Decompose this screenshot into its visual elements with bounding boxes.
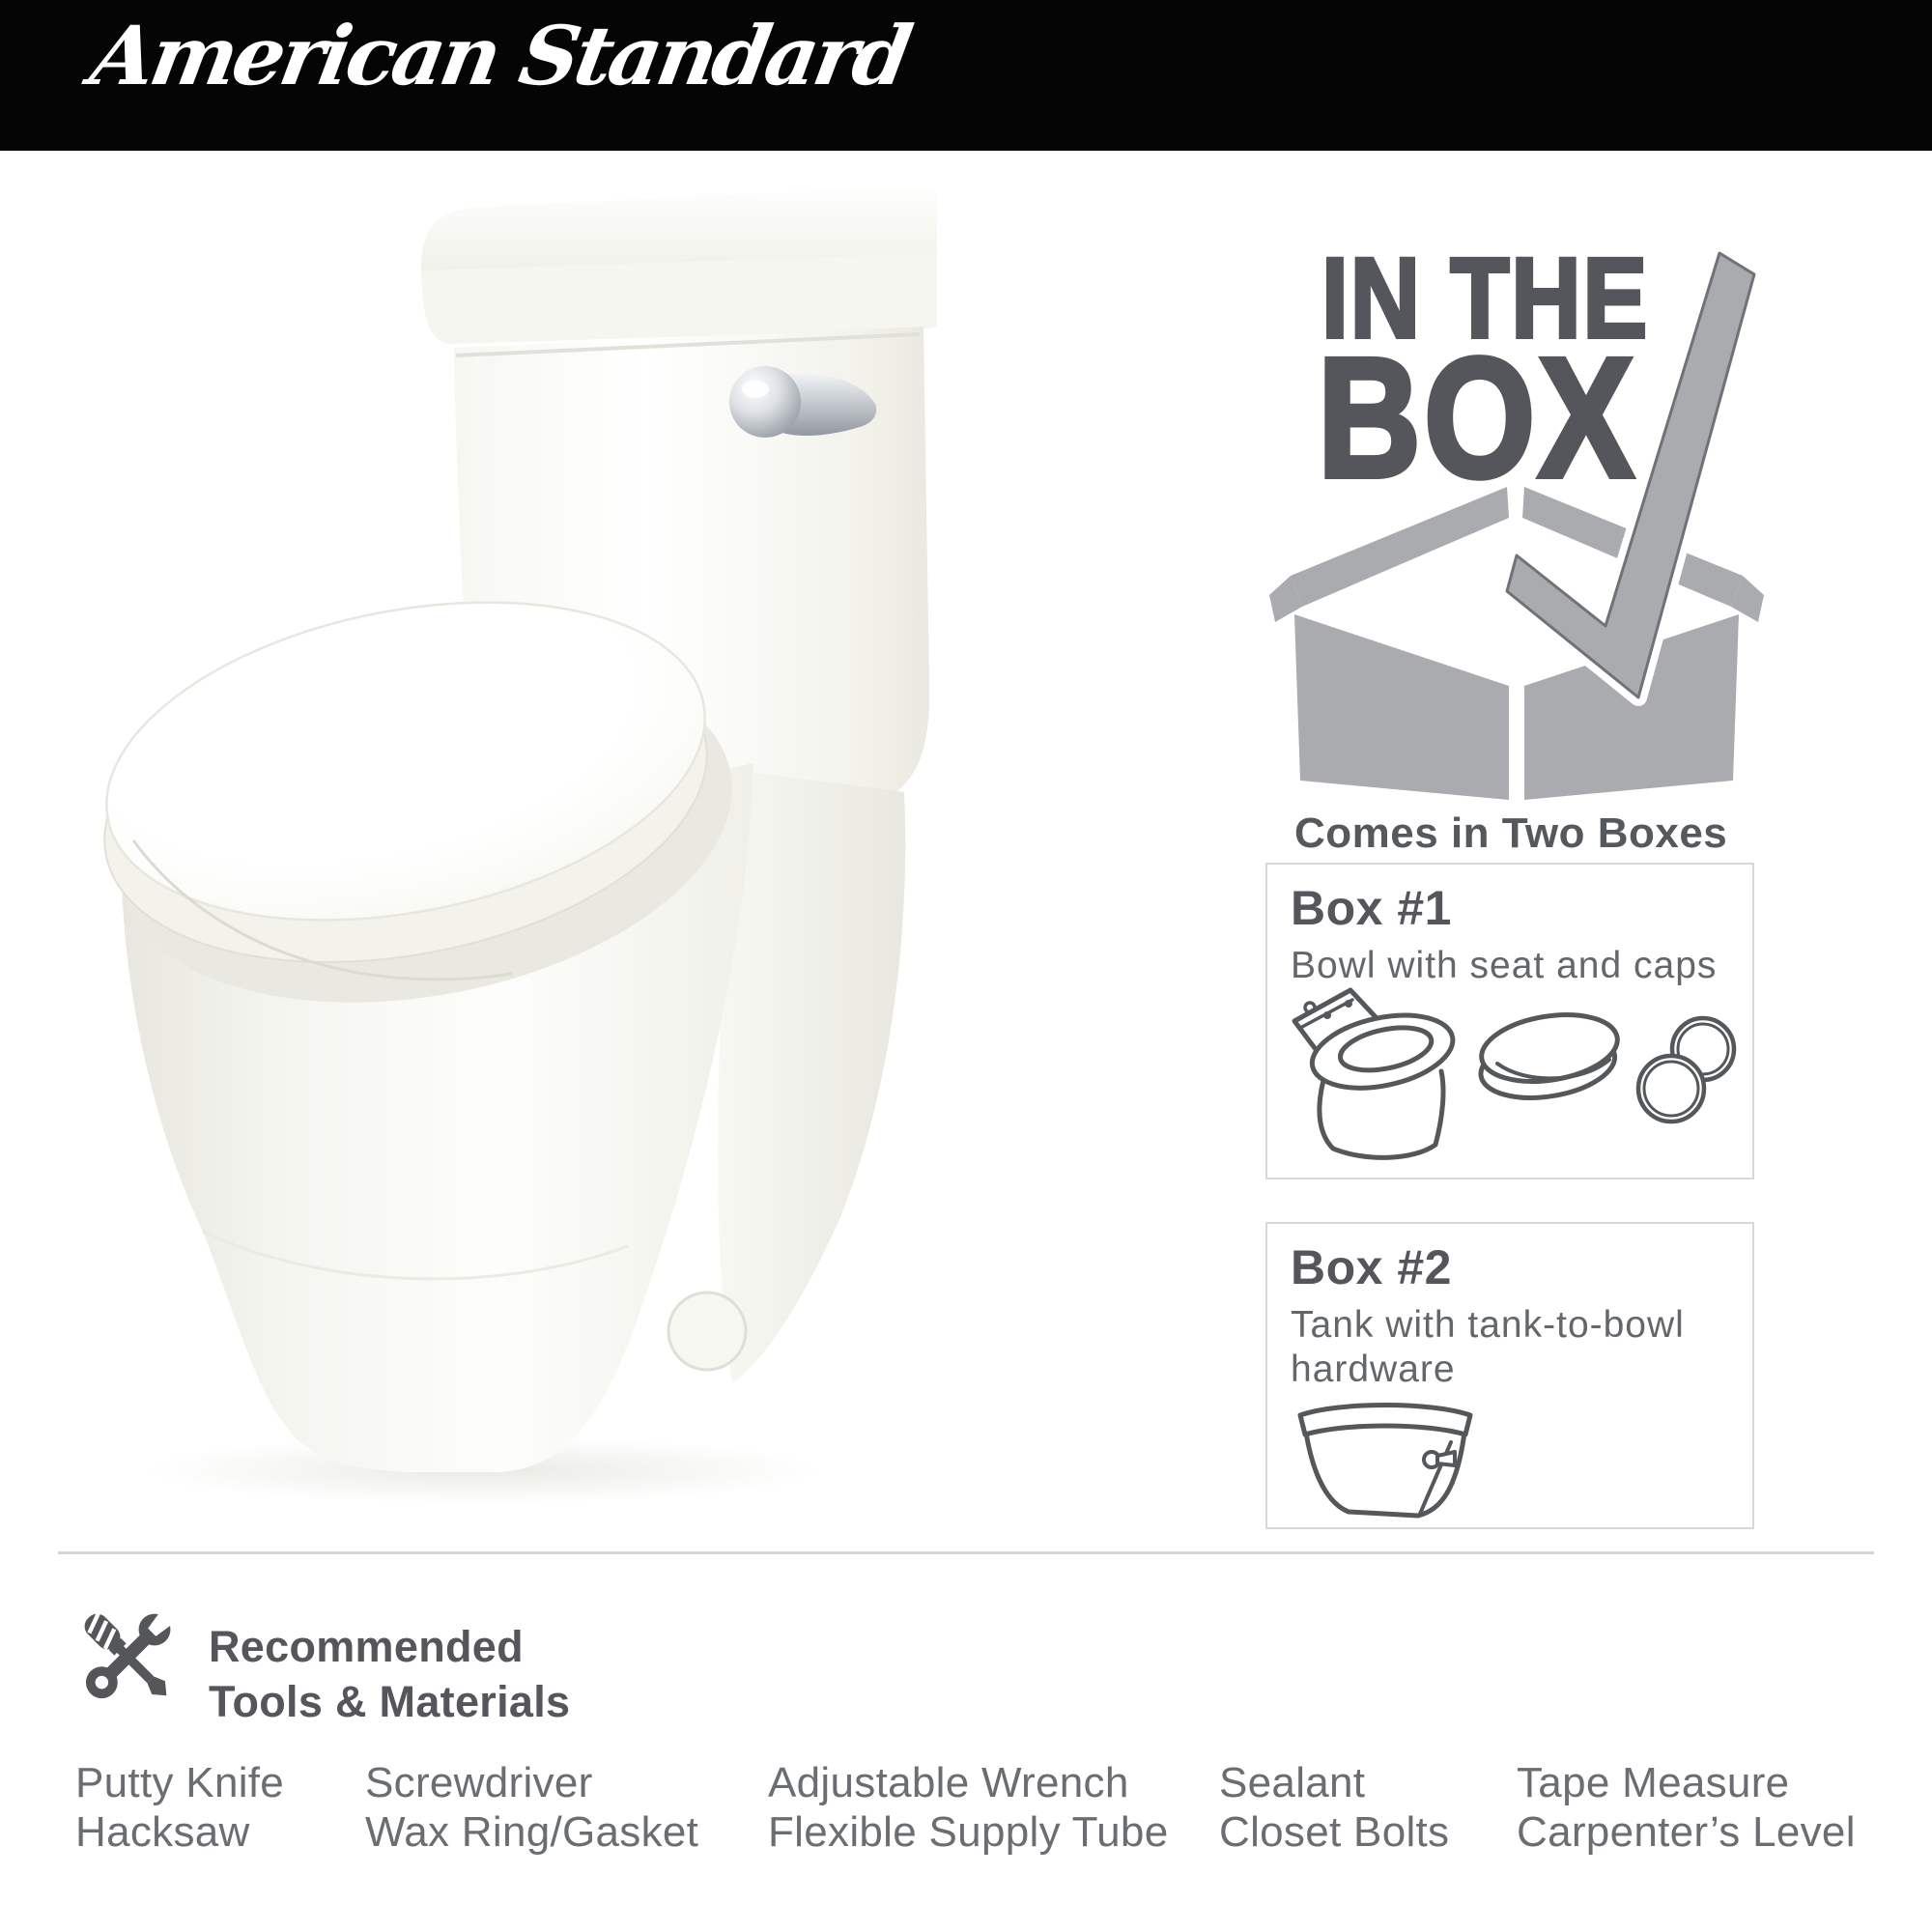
comes-in-two-boxes-heading: Comes in Two Boxes	[1294, 810, 1728, 857]
box2-title: Box #2	[1291, 1240, 1452, 1294]
tool-item: Sealant	[1219, 1759, 1366, 1806]
tools-column	[1517, 1758, 1856, 1857]
box1-title: Box #1	[1291, 881, 1452, 935]
product-photo	[87, 164, 937, 1517]
tools-column	[1219, 1758, 1449, 1857]
tool-item: Tape Measure	[1517, 1759, 1790, 1806]
header-bar	[0, 0, 1932, 151]
tools-column	[75, 1758, 284, 1857]
box2-panel	[1265, 1222, 1754, 1529]
toilet-bowl-line-icon	[1287, 979, 1464, 1168]
tool-item: Adjustable Wrench	[768, 1759, 1129, 1806]
tools-heading	[209, 1619, 570, 1729]
tools-heading-line2: Tools & Materials	[209, 1677, 571, 1726]
tool-item: Wax Ring/Gasket	[365, 1808, 699, 1856]
tools-heading-line1: Recommended	[209, 1622, 524, 1671]
checkmark-icon	[1499, 222, 1770, 720]
tool-item: Flexible Supply Tube	[768, 1808, 1169, 1856]
tool-item: Carpenter’s Level	[1517, 1808, 1856, 1856]
toilet-tank-line-icon	[1291, 1388, 1480, 1521]
box1-description: Bowl with seat and caps	[1291, 945, 1718, 986]
box1-panel	[1265, 863, 1754, 1179]
tools-icon	[71, 1602, 184, 1712]
box2-description: Tank with tank-to-bowl hardware	[1291, 1304, 1685, 1390]
in-the-box-title-line2: BOX	[1318, 324, 1637, 513]
side-cap	[668, 1293, 746, 1370]
tool-item: Screwdriver	[365, 1759, 593, 1806]
section-divider	[58, 1551, 1874, 1554]
tool-item: Putty Knife	[75, 1759, 285, 1806]
tool-item: Hacksaw	[75, 1808, 250, 1856]
tools-column	[768, 1758, 1168, 1857]
tools-column	[365, 1758, 698, 1857]
in-the-box-title-line1: IN THE	[1321, 235, 1649, 362]
brand-logo: American Standard	[84, 8, 916, 103]
tool-item: Closet Bolts	[1219, 1808, 1450, 1856]
caps-line-icon	[1633, 1011, 1739, 1127]
toilet-seat-line-icon	[1474, 1002, 1627, 1112]
